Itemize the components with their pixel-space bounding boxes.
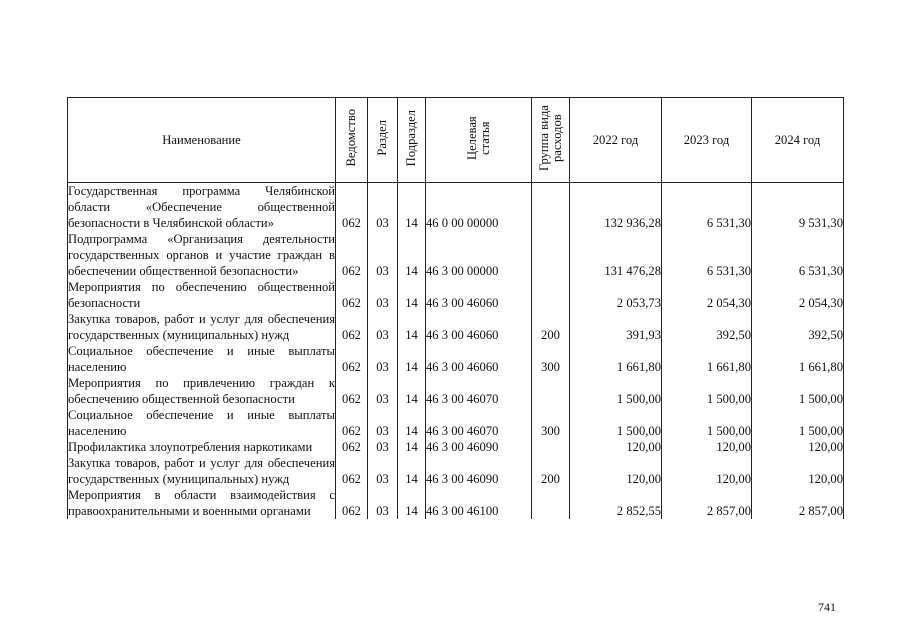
row-section: 03 xyxy=(368,455,398,487)
row-2024: 120,00 xyxy=(752,439,844,455)
row-2024: 9 531,30 xyxy=(752,183,844,232)
row-dept: 062 xyxy=(336,279,368,311)
row-name: Подпрограмма «Организация деятельности государственных органов и участие граждан в обеспечении общественной безопасности» xyxy=(68,232,335,278)
header-subsection: Подраздел xyxy=(398,98,426,183)
header-2023: 2023 год xyxy=(662,98,752,183)
row-group xyxy=(532,231,570,279)
row-group xyxy=(532,183,570,232)
row-2024: 1 500,00 xyxy=(752,407,844,439)
row-name: Закупка товаров, работ и услуг для обеспечения государственных (муниципальных) нужд xyxy=(68,456,335,486)
row-subsection: 14 xyxy=(398,455,426,487)
row-2024: 120,00 xyxy=(752,455,844,487)
row-section: 03 xyxy=(368,375,398,407)
page-number: 741 xyxy=(818,600,836,614)
row-target: 46 3 00 46090 xyxy=(426,455,532,487)
row-2024: 6 531,30 xyxy=(752,231,844,279)
row-group xyxy=(532,487,570,519)
row-2022: 2 852,55 xyxy=(570,487,662,519)
table-row xyxy=(68,375,844,407)
row-subsection: 14 xyxy=(398,279,426,311)
row-dept: 062 xyxy=(336,311,368,343)
row-dept: 062 xyxy=(336,407,368,439)
row-section: 03 xyxy=(368,279,398,311)
header-group: Группа вида расходов xyxy=(532,98,570,183)
row-group xyxy=(532,375,570,407)
row-target: 46 3 00 46070 xyxy=(426,407,532,439)
row-subsection: 14 xyxy=(398,375,426,407)
row-section: 03 xyxy=(368,439,398,455)
row-2022: 1 500,00 xyxy=(570,407,662,439)
header-2022: 2022 год xyxy=(570,98,662,183)
row-2024: 2 857,00 xyxy=(752,487,844,519)
row-target: 46 3 00 00000 xyxy=(426,231,532,279)
table-row xyxy=(68,407,844,439)
table-body xyxy=(68,183,844,520)
row-group: 200 xyxy=(532,311,570,343)
row-2022: 2 053,73 xyxy=(570,279,662,311)
table-row xyxy=(68,183,844,232)
row-name: Закупка товаров, работ и услуг для обеспечения государственных (муниципальных) нужд xyxy=(68,312,335,342)
budget-table xyxy=(67,97,844,519)
row-subsection: 14 xyxy=(398,343,426,375)
header-dept: Ведомство xyxy=(336,98,368,183)
header-name: Наименование xyxy=(68,98,336,183)
row-2023: 1 661,80 xyxy=(662,343,752,375)
table-row xyxy=(68,231,844,279)
row-section: 03 xyxy=(368,487,398,519)
row-2023: 1 500,00 xyxy=(662,407,752,439)
row-group: 300 xyxy=(532,343,570,375)
row-2022: 132 936,28 xyxy=(570,183,662,232)
row-name: Мероприятия в области взаимодействия с правоохранительными и военными органами xyxy=(68,488,335,518)
row-2023: 1 500,00 xyxy=(662,375,752,407)
row-target: 46 3 00 46090 xyxy=(426,439,532,455)
row-dept: 062 xyxy=(336,439,368,455)
row-2023: 2 857,00 xyxy=(662,487,752,519)
row-group xyxy=(532,279,570,311)
row-name: Социальное обеспечение и иные выплаты населению xyxy=(68,408,335,438)
row-2022: 391,93 xyxy=(570,311,662,343)
table-row xyxy=(68,311,844,343)
row-2022: 131 476,28 xyxy=(570,231,662,279)
row-section: 03 xyxy=(368,311,398,343)
row-subsection: 14 xyxy=(398,231,426,279)
row-subsection: 14 xyxy=(398,311,426,343)
row-2024: 2 054,30 xyxy=(752,279,844,311)
row-target: 46 3 00 46100 xyxy=(426,487,532,519)
row-2023: 120,00 xyxy=(662,439,752,455)
row-target: 46 3 00 46070 xyxy=(426,375,532,407)
header-row xyxy=(68,98,844,183)
row-2022: 120,00 xyxy=(570,439,662,455)
row-2023: 120,00 xyxy=(662,455,752,487)
row-dept: 062 xyxy=(336,343,368,375)
row-target: 46 3 00 46060 xyxy=(426,279,532,311)
row-2023: 6 531,30 xyxy=(662,183,752,232)
table-row xyxy=(68,487,844,519)
row-section: 03 xyxy=(368,407,398,439)
header-target: Целевая статья xyxy=(426,98,532,183)
row-target: 46 0 00 00000 xyxy=(426,183,532,232)
row-2024: 392,50 xyxy=(752,311,844,343)
row-dept: 062 xyxy=(336,231,368,279)
row-name: Социальное обеспечение и иные выплаты населению xyxy=(68,344,335,374)
row-group: 300 xyxy=(532,407,570,439)
row-group xyxy=(532,439,570,455)
row-group: 200 xyxy=(532,455,570,487)
header-section: Раздел xyxy=(368,98,398,183)
table-row xyxy=(68,343,844,375)
row-2023: 392,50 xyxy=(662,311,752,343)
table-row xyxy=(68,455,844,487)
row-name: Государственная программа Челябинской области «Обеспечение общественной безопасности в Челябинской области» xyxy=(68,184,335,230)
table-row xyxy=(68,439,844,455)
row-2022: 1 661,80 xyxy=(570,343,662,375)
row-section: 03 xyxy=(368,231,398,279)
row-dept: 062 xyxy=(336,455,368,487)
row-2022: 1 500,00 xyxy=(570,375,662,407)
row-name: Мероприятия по обеспечению общественной безопасности xyxy=(68,280,335,310)
row-2024: 1 661,80 xyxy=(752,343,844,375)
row-subsection: 14 xyxy=(398,183,426,232)
row-2022: 120,00 xyxy=(570,455,662,487)
row-target: 46 3 00 46060 xyxy=(426,343,532,375)
header-2024: 2024 год xyxy=(752,98,844,183)
row-subsection: 14 xyxy=(398,407,426,439)
row-2023: 6 531,30 xyxy=(662,231,752,279)
row-target: 46 3 00 46060 xyxy=(426,311,532,343)
row-section: 03 xyxy=(368,183,398,232)
row-section: 03 xyxy=(368,343,398,375)
row-dept: 062 xyxy=(336,183,368,232)
row-subsection: 14 xyxy=(398,439,426,455)
row-2023: 2 054,30 xyxy=(662,279,752,311)
table-row xyxy=(68,279,844,311)
row-name: Мероприятия по привлечению граждан к обеспечению общественной безопасности xyxy=(68,376,335,406)
row-2024: 1 500,00 xyxy=(752,375,844,407)
row-dept: 062 xyxy=(336,487,368,519)
row-dept: 062 xyxy=(336,375,368,407)
row-name: Профилактика злоупотребления наркотиками xyxy=(68,439,336,455)
row-subsection: 14 xyxy=(398,487,426,519)
